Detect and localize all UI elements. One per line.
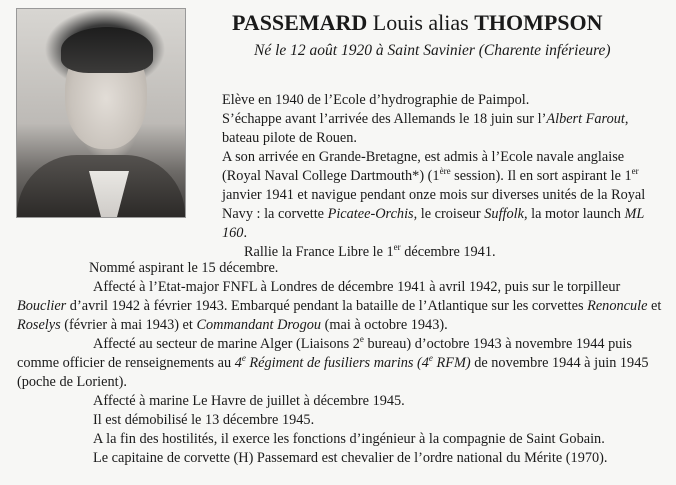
paragraph-1: Elève en 1940 de l’Ecole d’hydrographie de Paimpol.: [222, 92, 530, 108]
paragraph-7: Affecté au secteur de marine Alger (Liaisons 2e bureau) d’octobre 1943 à novembre 1944 puis comme officier de renseignements au 4e Régiment de fusiliers marins (4e RFM) de novembre 1944 à juin 1945 (poche de Lorient).: [17, 334, 649, 390]
given-name: Louis alias: [367, 10, 475, 35]
portrait-photo: [16, 8, 186, 218]
paragraph-8: Affecté à marine Le Havre de juillet à décembre 1945.: [93, 393, 405, 409]
paragraph-2: S’échappe avant l’arrivée des Allemands le 18 juin sur l’Albert Farout, bateau pilote de Rouen.: [222, 111, 629, 146]
paragraph-11: Le capitaine de corvette (H) Passemard est chevalier de l’ordre national du Mérite (1970).: [93, 450, 608, 466]
bio-main-text: [17, 259, 664, 468]
portrait-hair: [61, 27, 153, 73]
paragraph-5: Nommé aspirant le 15 décembre.: [89, 260, 279, 276]
paragraph-10: A la fin des hostilités, il exerce les fonctions d’ingénieur à la compagnie de Saint Gobain.: [93, 431, 605, 447]
paragraph-3: A son arrivée en Grande-Bretagne, est admis à l’Ecole navale anglaise (Royal Naval College Dartmouth*) (1ère session). Il en sort aspirant le 1er janvier 1941 et navigue pendant onze mois sur diverses unités de la Royal Navy : la corvette Picatee-Orchis, le croiseur Suffolk, la motor launch ML 160.: [222, 149, 646, 241]
paragraph-6: Affecté à l’Etat-major FNFL à Londres de décembre 1941 à avril 1942, puis sur le torpilleur Bouclier d’avril 1942 à février 1943. Embarqué pendant la bataille de l’Atlantique sur les corvettes Renoncule et Roselys (février à mai 1943) et Commandant Drogou (mai à octobre 1943).: [17, 279, 662, 333]
paragraph-4: Rallie la France Libre le 1er décembre 1941.: [244, 242, 496, 260]
bio-right-column: [222, 91, 662, 262]
page-title: [232, 10, 603, 36]
alias: THOMPSON: [474, 10, 603, 35]
paragraph-9: Il est démobilisé le 13 décembre 1945.: [93, 412, 315, 428]
surname: PASSEMARD: [232, 10, 368, 35]
birth-line: Né le 12 août 1920 à Saint Savinier (Charente inférieure): [254, 42, 611, 59]
